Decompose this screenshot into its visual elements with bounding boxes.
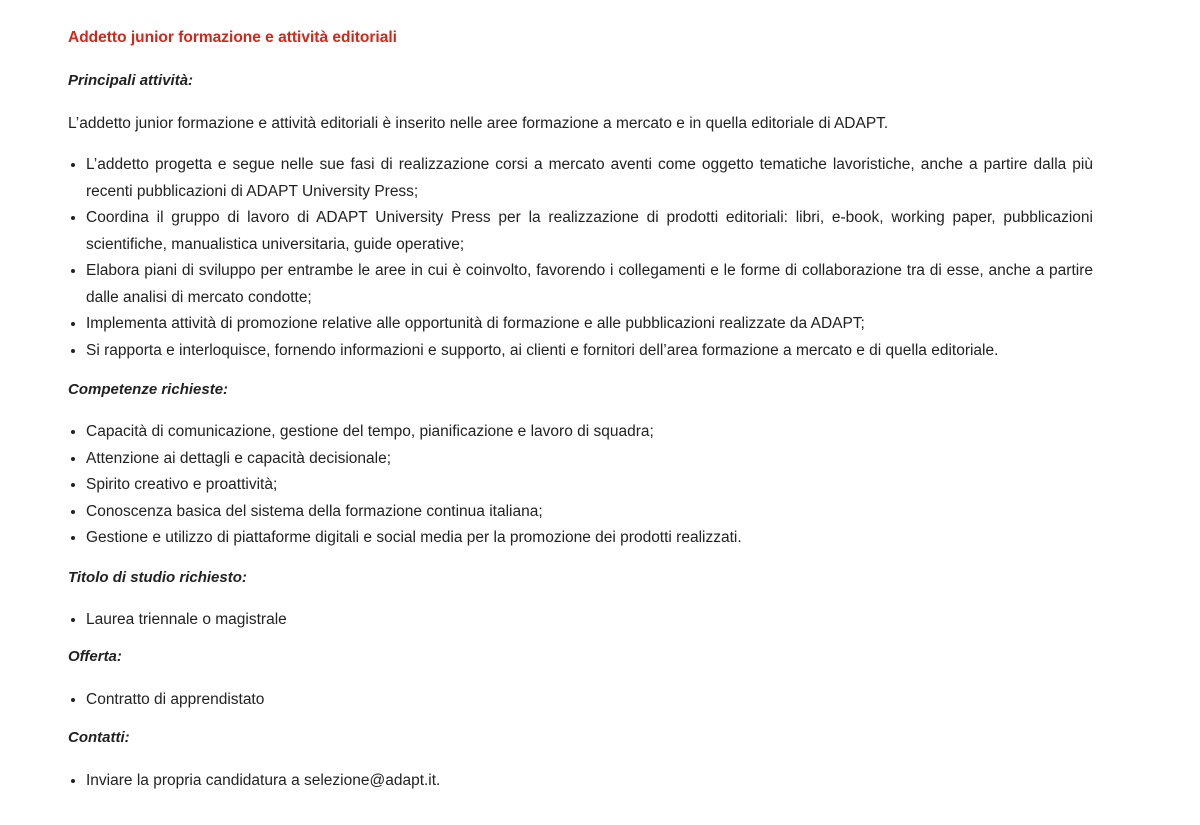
list-item: • Attenzione ai dettagli e capacità decisionale; <box>86 446 1093 473</box>
list-item: • Conoscenza basica del sistema della formazione continua italiana; <box>86 499 1093 526</box>
activities-heading: Principali attività: <box>68 72 194 89</box>
activities-list <box>68 152 1093 364</box>
contacts-list <box>68 768 1093 795</box>
list-item: • Gestione e utilizzo di piattaforme digitali e social media per la promozione dei prodotti realizzati. <box>86 525 1093 552</box>
list-item: • Si rapporta e interloquisce, fornendo informazioni e supporto, ai clienti e fornitori dell’area formazione a mercato e di quella editoriale. <box>86 338 1093 365</box>
list-item: • Elabora piani di sviluppo per entrambe le aree in cui è coinvolto, favorendo i collegamenti e le forme di collaborazione tra di esse, anche a partire dalle analisi di mercato condotte; <box>86 258 1093 311</box>
job-posting-content <box>68 24 1093 794</box>
offer-heading: Offerta: <box>68 648 122 665</box>
list-item: • Spirito creativo e proattività; <box>86 472 1093 499</box>
education-list <box>68 607 1093 634</box>
list-item: • Implementa attività di promozione relative alle opportunità di formazione e alle pubblicazioni realizzate da ADAPT; <box>86 311 1093 338</box>
activities-intro: L’addetto junior formazione e attività editoriali è inserito nelle aree formazione a mercato e in quella editoriale di ADAPT. <box>68 115 889 132</box>
list-item: • Inviare la propria candidatura a selezione@adapt.it. <box>86 768 1093 795</box>
list-item: • L’addetto progetta e segue nelle sue fasi di realizzazione corsi a mercato aventi come oggetto tematiche lavoristiche, anche a partire dalla più recenti pubblicazioni di ADAPT University Press; <box>86 152 1093 205</box>
list-item: • Contratto di apprendistato <box>86 687 1093 714</box>
offer-list <box>68 687 1093 714</box>
contacts-heading: Contatti: <box>68 728 130 746</box>
skills-heading: Competenze richieste: <box>68 381 229 398</box>
education-heading: Titolo di studio richiesto: <box>68 568 247 586</box>
list-item: • Coordina il gruppo di lavoro di ADAPT University Press per la realizzazione di prodotti editoriali: libri, e-book, working paper, pubblicazioni scientifiche, manualistica universitaria, guide operative; <box>86 205 1093 258</box>
list-item: • Capacità di comunicazione, gestione del tempo, pianificazione e lavoro di squadra; <box>86 419 1093 446</box>
list-item: • Laurea triennale o magistrale <box>86 607 1093 634</box>
skills-list <box>68 419 1093 552</box>
job-title: Addetto junior formazione e attività editoriali <box>68 29 397 46</box>
